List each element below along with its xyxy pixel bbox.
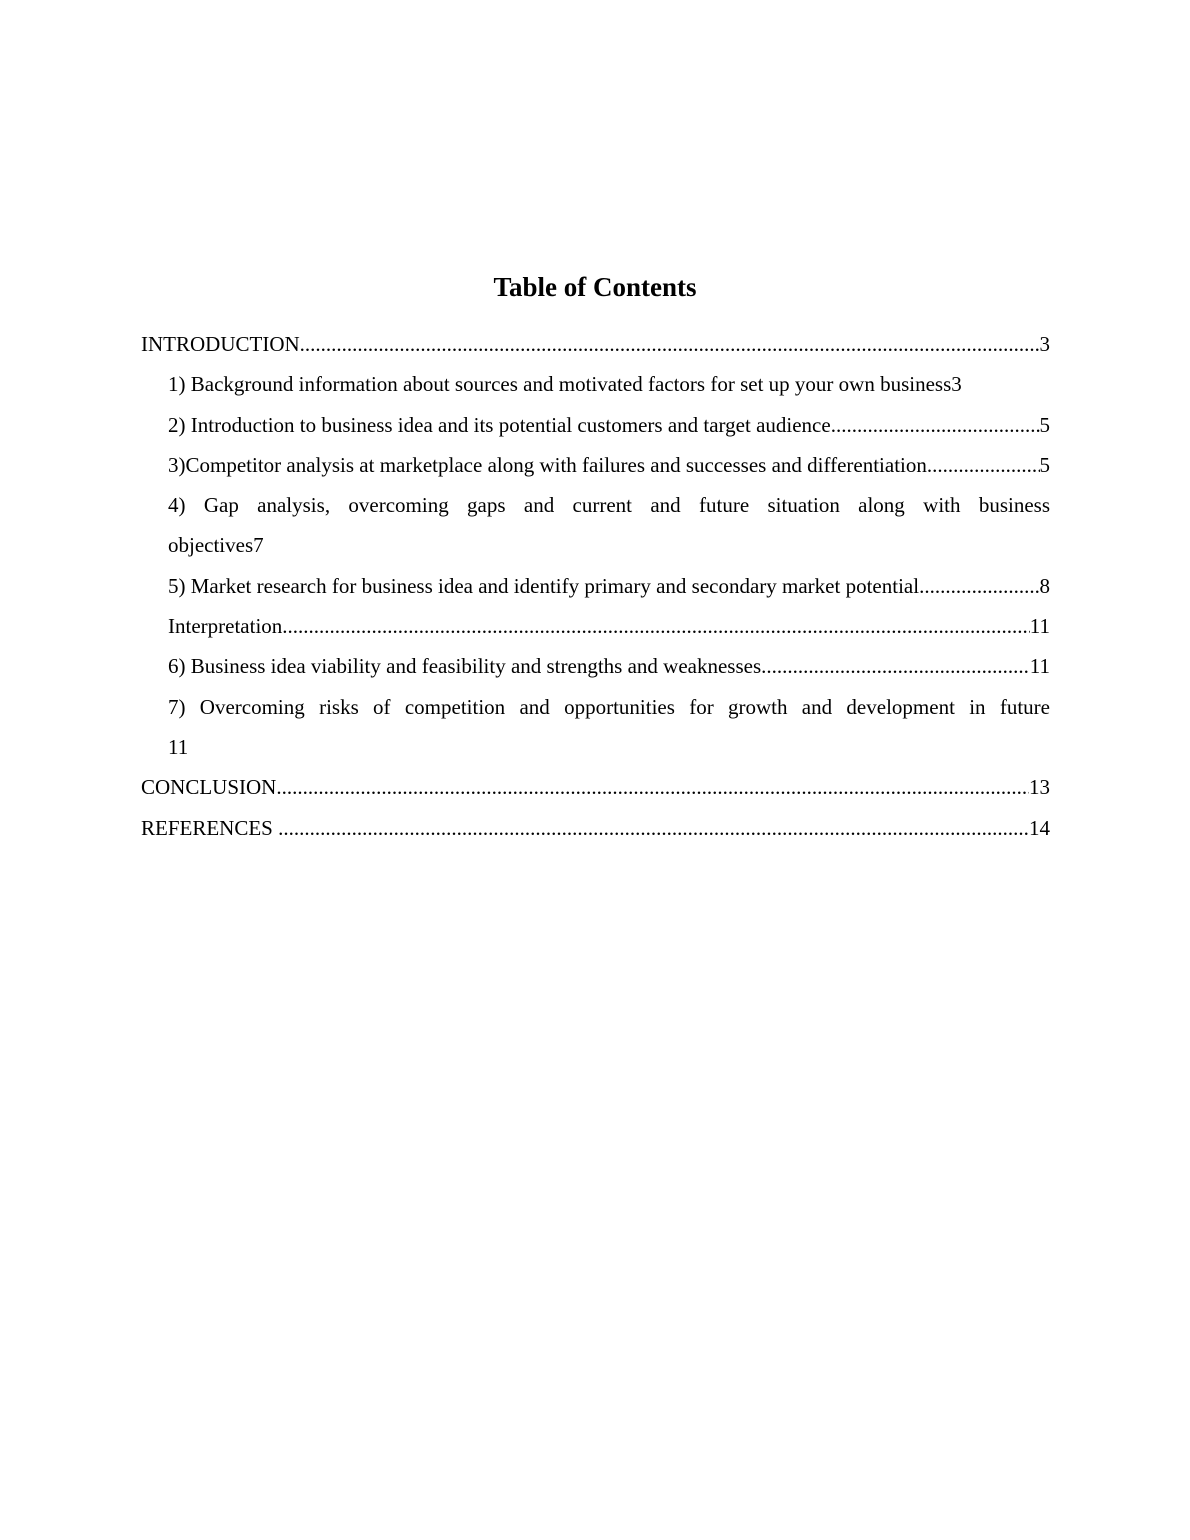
toc-page-number: 3 (1039, 332, 1050, 356)
toc-page-number: 14 (1029, 815, 1050, 840)
toc-entry-overcoming-risks[interactable] (141, 687, 1050, 768)
toc-page-number: 5 (1039, 412, 1050, 437)
toc-entry-business-idea[interactable] (141, 405, 1050, 445)
toc-dot-leader (282, 606, 1029, 646)
toc-entry-label-continued: objectives (168, 533, 254, 558)
toc-entry-market-research[interactable] (141, 566, 1050, 606)
toc-entry-label: 5) Market research for business idea and identify primary and secondary market potential (168, 573, 920, 598)
toc-entry-viability[interactable] (141, 646, 1050, 686)
toc-page-number: 7 (253, 533, 264, 558)
toc-entry-label: 1) Background information about sources and motivated factors for set up your own business (168, 372, 952, 397)
toc-dot-leader (276, 767, 1029, 807)
toc-entry-interpretation[interactable] (141, 606, 1050, 646)
toc-entry-label: 7) Overcoming risks of competition and opportunities for growth and development in future (168, 694, 1050, 719)
toc-entry-background[interactable] (141, 364, 1050, 404)
toc-dot-leader (919, 566, 1039, 606)
toc-entry-references[interactable] (141, 808, 1050, 848)
toc-page-number: 5 (1039, 452, 1050, 477)
toc-dot-leader (761, 646, 1030, 686)
table-of-contents (141, 324, 1050, 848)
toc-dot-leader (300, 324, 1040, 364)
toc-title: Table of Contents (493, 272, 697, 302)
toc-dot-leader (278, 808, 1029, 848)
toc-page-number: 11 (1029, 614, 1050, 639)
toc-entry-label: REFERENCES (141, 815, 279, 840)
toc-entry-gap-analysis[interactable] (141, 485, 1050, 566)
toc-page-number: 11 (1029, 654, 1050, 679)
toc-page-number: 3 (951, 372, 962, 397)
toc-dot-leader (927, 445, 1040, 485)
toc-entry-conclusion[interactable] (141, 767, 1050, 807)
toc-entry-label: 3)Competitor analysis at marketplace along with failures and successes and differentiation (168, 452, 927, 477)
toc-entry-competitor-analysis[interactable] (141, 445, 1050, 485)
toc-entry-label: CONCLUSION (141, 775, 277, 800)
toc-page-number: 11 (168, 734, 189, 759)
toc-entry-label: 2) Introduction to business idea and its potential customers and target audience (168, 412, 831, 437)
toc-dot-leader (831, 405, 1040, 445)
toc-entry-introduction[interactable] (141, 324, 1050, 364)
toc-entry-label: 4) Gap analysis, overcoming gaps and current and future situation along with business (168, 493, 1050, 518)
toc-entry-label: 6) Business idea viability and feasibility and strengths and weaknesses (168, 654, 762, 679)
toc-entry-label: Interpretation (168, 614, 283, 639)
toc-page-number: 13 (1029, 775, 1050, 800)
toc-page-number: 8 (1039, 573, 1050, 598)
toc-entry-label: INTRODUCTION (141, 332, 300, 356)
